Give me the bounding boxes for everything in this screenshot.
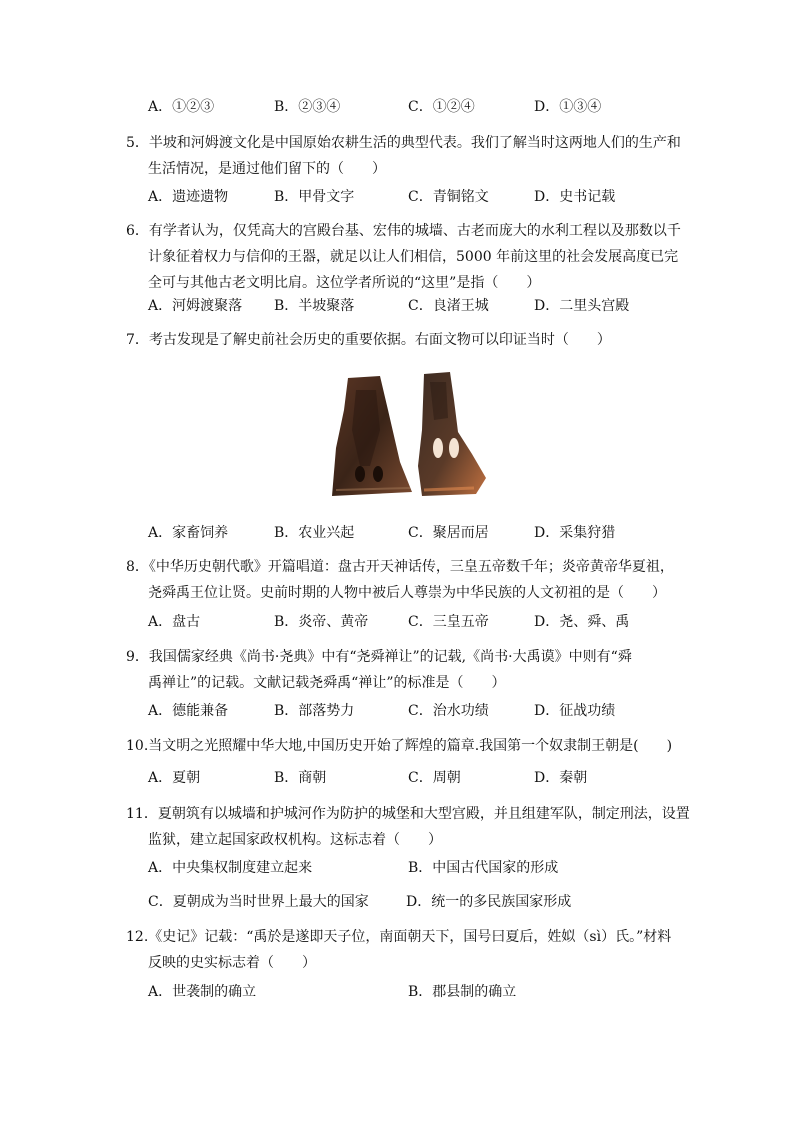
question-text: 生活情况，是通过他们留下的（ ）: [148, 161, 386, 177]
question-text: 监狱，建立起国家政权机构。这标志着（ ）: [148, 832, 442, 848]
option-d[interactable]: D．二里头宫殿: [534, 298, 630, 314]
option-b[interactable]: B．半坡聚落: [274, 298, 355, 314]
question-text: 尧舜禹王位让贤。史前时期的人物中被后人尊崇为中华民族的人文初祖的是（ ）: [148, 585, 666, 601]
question-text: 5．半坡和河姆渡文化是中国原始农耕生活的典型代表。我们了解当时这两地人们的生产和: [126, 135, 681, 151]
q8-options: [148, 611, 708, 633]
option-a[interactable]: A．德能兼备: [148, 703, 229, 719]
q12-options: [148, 981, 708, 1003]
q5-options: [148, 186, 708, 208]
question-12: [126, 924, 686, 976]
option-b[interactable]: B．部落势力: [274, 703, 355, 719]
option-d[interactable]: D．史书记载: [534, 189, 616, 205]
artifact-photo: [326, 370, 496, 504]
question-text: 计象征着权力与信仰的王器，就足以让人们相信，5000 年前这里的社会发展高度已完: [148, 249, 679, 265]
option-a[interactable]: A．家畜饲养: [148, 525, 229, 541]
q6-options: [148, 295, 708, 317]
question-11: [126, 801, 690, 853]
question-text: 11．夏朝筑有以城墙和护城河作为防护的城堡和大型宫殿，并且组建军队，制定刑法，设置: [126, 806, 690, 822]
option-b[interactable]: B．农业兴起: [274, 525, 355, 541]
option-c[interactable]: C．聚居而居: [408, 525, 489, 541]
q11-options-row2: [148, 891, 708, 913]
option-a[interactable]: A．①②③: [148, 99, 215, 115]
option-a[interactable]: A．世袭制的确立: [148, 984, 257, 1000]
stone-plough-artifact-left-icon: [332, 376, 412, 496]
option-b[interactable]: B．商朝: [274, 770, 327, 786]
option-c[interactable]: C．良渚王城: [408, 298, 489, 314]
stone-plough-artifact-right-icon: [418, 372, 486, 496]
option-d[interactable]: D．统一的多民族国家形成: [406, 894, 572, 910]
q9-options: [148, 700, 708, 722]
question-9: [126, 644, 686, 696]
option-c[interactable]: C．周朝: [408, 770, 461, 786]
q10-options: [148, 767, 708, 789]
option-c[interactable]: C．三皇五帝: [408, 614, 489, 630]
option-c[interactable]: C．①②④: [408, 99, 475, 115]
question-text: 禹禅让”的记载。文献记载尧舜禹“禅让”的标准是（ ）: [148, 675, 506, 691]
option-d[interactable]: D．秦朝: [534, 770, 588, 786]
option-c[interactable]: C．治水功绩: [408, 703, 489, 719]
option-d[interactable]: D．征战功绩: [534, 703, 616, 719]
option-a[interactable]: A．遗迹遗物: [148, 189, 229, 205]
option-b[interactable]: B．②③④: [274, 99, 341, 115]
option-d[interactable]: D．①③④: [534, 99, 602, 115]
option-d[interactable]: D．采集狩猎: [534, 525, 616, 541]
option-b[interactable]: B．中国古代国家的形成: [408, 860, 559, 876]
question-5: [126, 130, 686, 182]
option-d[interactable]: D．尧、舜、禹: [534, 614, 630, 630]
q4-options: [148, 96, 708, 118]
question-7: [126, 327, 686, 353]
option-a[interactable]: A．夏朝: [148, 770, 201, 786]
option-a[interactable]: A．盘古: [148, 614, 201, 630]
question-10: [126, 733, 686, 759]
q7-options: [148, 522, 708, 544]
q11-options-row1: [148, 857, 708, 879]
option-b[interactable]: B．甲骨文字: [274, 189, 355, 205]
option-a[interactable]: A．中央集权制度建立起来: [148, 860, 313, 876]
option-c[interactable]: C．夏朝成为当时世界上最大的国家: [148, 894, 369, 910]
question-text: 全可与其他古老文明比肩。这位学者所说的“这里”是指（ ）: [148, 275, 541, 291]
question-text: 8．《中华历史朝代歌》开篇唱道：盘古开天神话传，三皇五帝数千年；炎帝黄帝华夏祖，: [126, 559, 674, 575]
question-8: [126, 554, 686, 606]
question-text: 反映的史实标志着（ ）: [148, 955, 316, 971]
question-text: 9．我国儒家经典《尚书·尧典》中有“尧舜禅让”的记载,《尚书·大禹谟》中则有“舜: [126, 649, 632, 665]
option-c[interactable]: C．青铜铭文: [408, 189, 489, 205]
option-a[interactable]: A．河姆渡聚落: [148, 298, 243, 314]
question-text: 10.当文明之光照耀中华大地,中国历史开始了辉煌的篇章.我国第一个奴隶制王朝是( ): [126, 738, 673, 754]
option-b[interactable]: B．郡县制的确立: [408, 984, 517, 1000]
question-text: 7．考古发现是了解史前社会历史的重要依据。右面文物可以印证当时（ ）: [126, 332, 611, 348]
question-text: 12.《史记》记载：“禹於是遂即天子位，南面朝天下，国号曰夏后，姓姒（sì）氏。”材料: [126, 929, 672, 945]
option-b[interactable]: B．炎帝、黄帝: [274, 614, 369, 630]
question-text: 6．有学者认为，仅凭高大的宫殿台基、宏伟的城墙、古老而庞大的水利工程以及那数以千: [126, 223, 681, 239]
question-6: [126, 218, 686, 296]
